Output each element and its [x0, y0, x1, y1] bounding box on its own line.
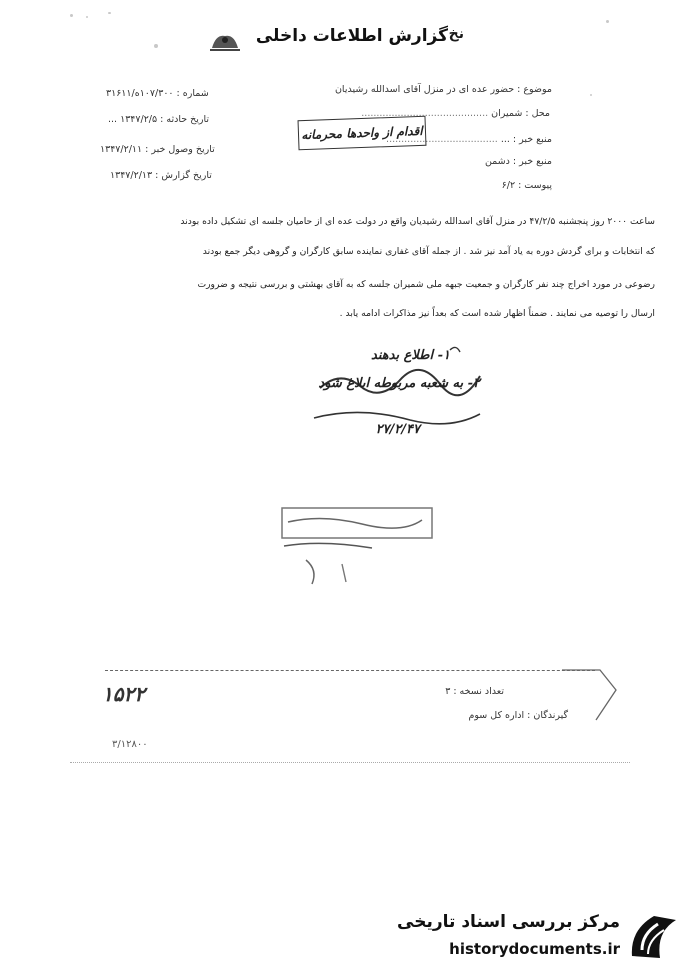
number-text: شماره : ۱۰۷/۳۰۰ه/۳۱۶۱۱ [106, 88, 209, 99]
section-divider [105, 670, 595, 671]
faded-stamp [262, 500, 442, 590]
archive-name: مرکز بررسی اسناد تاریخی [397, 912, 620, 932]
source-status-row [485, 156, 552, 167]
body-line-4: ارسال را توصیه می نمایند . ضمناً اظهار شده است که بعداً نیز مذاکرات ادامه یابد . [339, 308, 655, 319]
body-line-3: رضوعی در مورد اخراج چند نفر کارگران و جمعیت جبهه ملی شمیران جلسه که به آقای بهشتی و بررسی نتیجه و ضرورت [197, 279, 655, 290]
signature-date: ۲۷/۲/۴۷ [375, 422, 420, 437]
body-line-1: ساعت ۲۰۰۰ روز پنجشنبه ۴۷/۲/۵ در منزل آقای اسدالله رشیدیان واقع در دولت عده ای از حامیان جلسه ای تشکیل داده بودند [180, 216, 655, 227]
handwritten-number: ۱۵۲۲ [102, 682, 145, 706]
received-date-row [100, 144, 215, 155]
report-date-text: تاریخ گزارش : ۱۳۴۷/۲/۱۳ [110, 170, 212, 181]
classification-stamp-text: اقدام از واحدها محرمانه [301, 123, 423, 143]
archive-logo-icon [626, 910, 682, 964]
body-line-2: که انتخابات و برای گردش دوره به یاد آمد نیز شد . از جمله آقای غفاری نماینده سابق کارگران و گروهی دیگر جمع بودند [202, 246, 655, 257]
number-row [106, 88, 209, 99]
emblem-icon [208, 30, 242, 52]
source-text: منبع خبر : ... [500, 134, 552, 145]
archive-website: historydocuments.ir [449, 940, 620, 958]
bottom-rule [70, 762, 630, 763]
signature-line-2: ۲- به شعبه مربوطه ابلاغ شود [318, 376, 480, 391]
report-title: گزارش اطلاعات داخلی [255, 26, 448, 46]
signature-line-1: ۱- اطلاع بدهند [371, 348, 450, 363]
subject-text: موضوع : حضور عده ای در منزل آقای اسدالله رشیدیان [334, 84, 552, 95]
source-status-text: منبع خبر : دشمن [484, 156, 552, 167]
attachment-row [502, 180, 552, 191]
routing-arrow [560, 660, 620, 730]
event-date-text: تاریخ حادثه : ۱۳۴۷/۲/۵ ... [108, 114, 210, 125]
report-date-row [110, 170, 212, 181]
event-date-row [108, 114, 209, 125]
classification-mark: نخ [448, 26, 464, 42]
place-row: محل : شمیران .......................................... [361, 108, 550, 119]
subject-row [335, 84, 552, 95]
place-text: محل : شمیران [491, 108, 550, 119]
copy-count: تعداد نسخه : ۳ [445, 686, 504, 697]
classification-stamp [298, 116, 427, 150]
recipients: گیرندگان : اداره کل سوم [468, 710, 568, 721]
archive-footer [397, 908, 682, 966]
signature-block [300, 340, 500, 450]
source-row: منبع خبر : ... ..................................... [386, 134, 552, 145]
reference-code: ۳/۱۲۸۰۰ [112, 739, 148, 750]
attachment-text: پیوست : ۶/۲ [501, 180, 552, 191]
received-date-text: تاریخ وصول خبر : ۱۳۴۷/۲/۱۱ [100, 144, 215, 155]
